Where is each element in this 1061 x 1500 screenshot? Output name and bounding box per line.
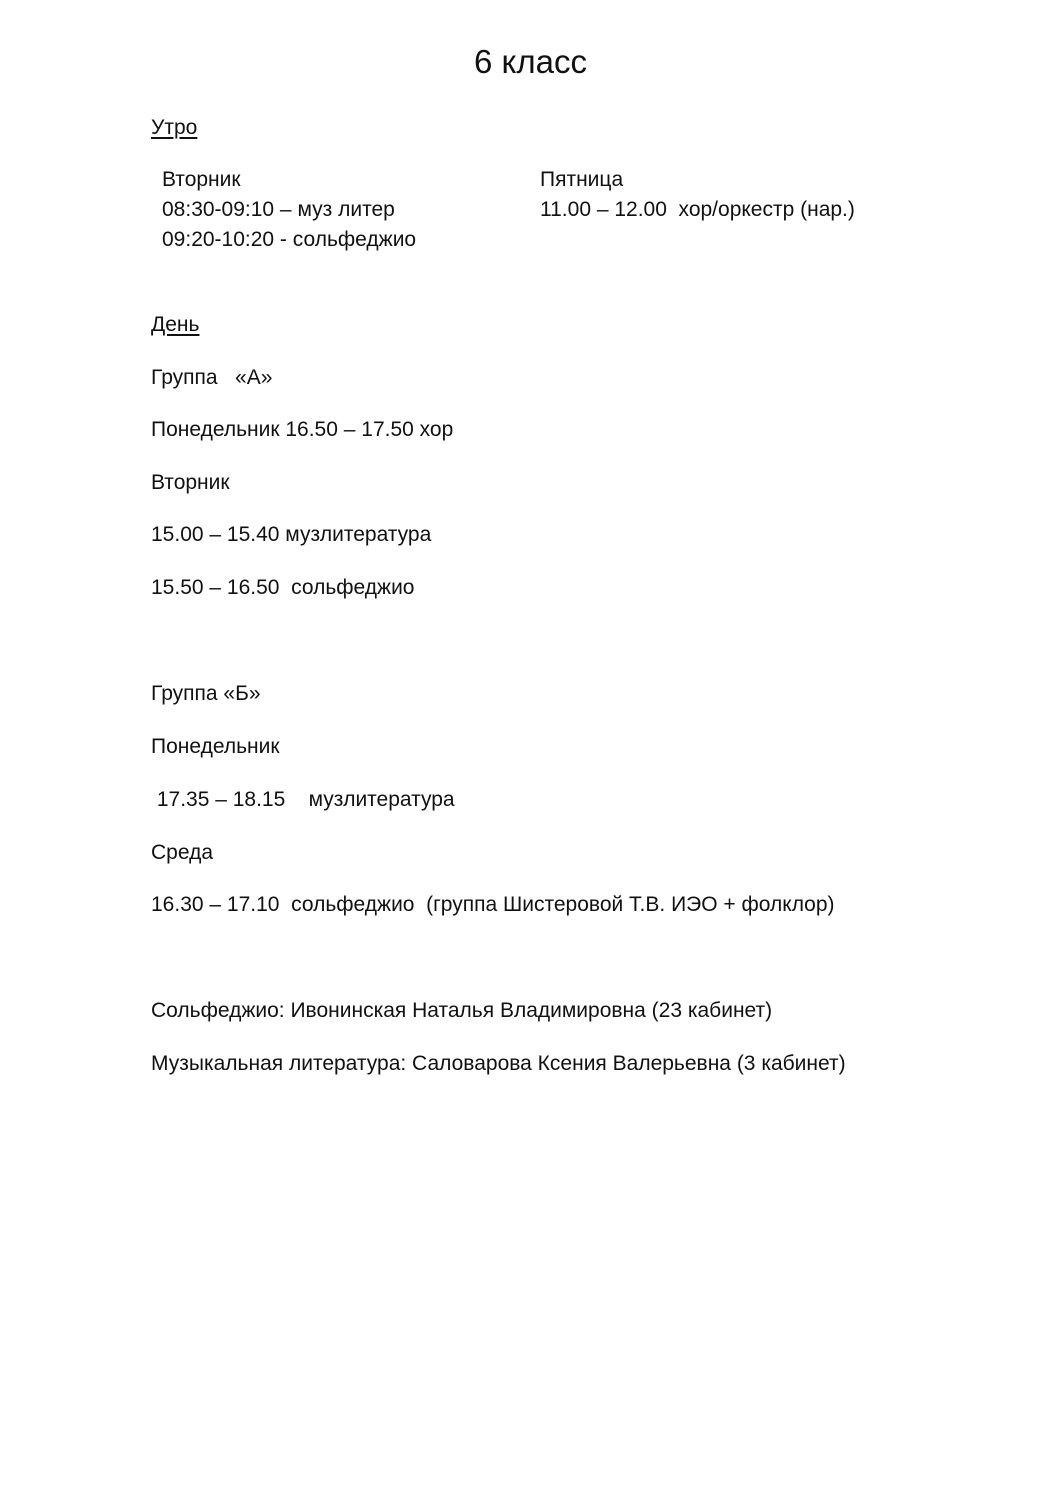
group-b-line: 17.35 – 18.15 музлитература [151,788,455,811]
group-b-line: Среда [151,841,213,864]
day-heading: День [151,313,200,336]
teacher-line: Музыкальная литература: Саловарова Ксения Валерьевна (3 кабинет) [151,1052,846,1075]
morning-left-line: 09:20-10:20 - сольфеджио [162,228,417,251]
morning-right-line: 11.00 – 12.00 хор/оркестр (нар.) [540,198,855,221]
morning-right-day: Пятница [540,168,624,191]
morning-heading: Утро [151,116,198,139]
group-a-line: Вторник [151,471,230,494]
group-b-line: Понедельник [151,735,280,758]
group-a-line: 15.00 – 15.40 музлитература [151,523,432,546]
group-a-line: Понедельник 16.50 – 17.50 хор [151,418,454,441]
group-b-line: 16.30 – 17.10 сольфеджио (группа Шистеровой Т.В. ИЭО + фолклор) [151,893,835,916]
morning-left-line: 08:30-09:10 – муз литер [162,198,395,221]
group-a-line: 15.50 – 16.50 сольфеджио [151,576,415,599]
teacher-line: Сольфеджио: Ивонинская Наталья Владимировна (23 кабинет) [151,999,773,1022]
morning-left-day: Вторник [162,168,241,191]
group-a-label: Группа «А» [151,366,273,389]
page-title: 6 класс [474,43,587,80]
group-b-label: Группа «Б» [151,682,261,705]
